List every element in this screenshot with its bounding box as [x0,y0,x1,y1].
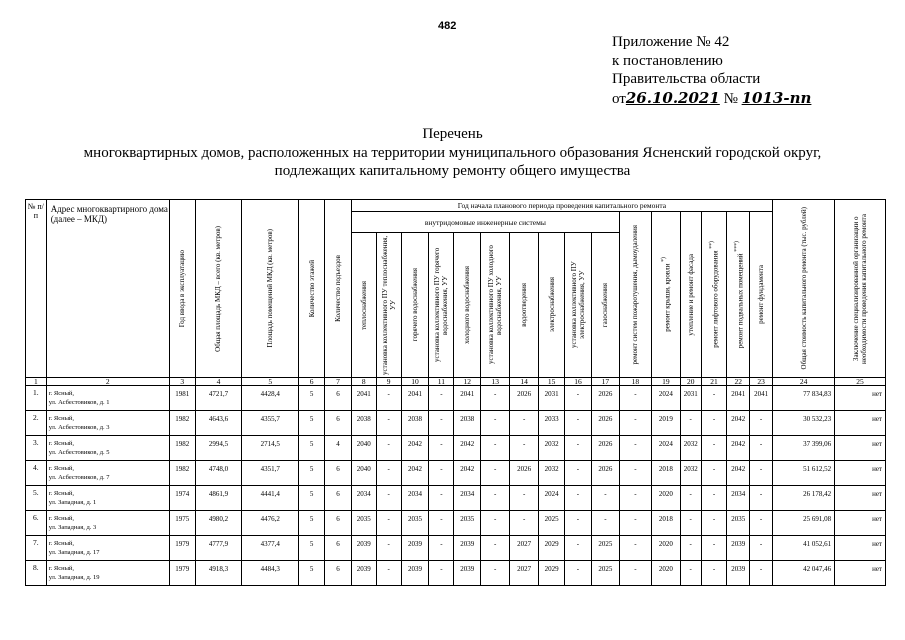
cell-c23: - [750,461,773,486]
cell-c5: 4484,3 [242,561,299,586]
cell-c15: 2025 [539,511,565,536]
column-number: 1 [26,378,47,386]
header-c15: электроснабжения [539,233,565,378]
cell-c17: 2025 [591,561,619,586]
cell-c10: 2034 [401,486,429,511]
row-address [46,461,169,486]
cell-c7: 6 [325,461,352,486]
cell-c9: - [376,536,401,561]
cell-c22: 2035 [727,511,750,536]
cell-c17: 2026 [591,411,619,436]
column-number: 12 [454,378,481,386]
cell-c23: - [750,511,773,536]
header-c13: установка коллективного ПУ холодного водоснабжения, УУ [481,233,510,378]
header-c17: газоснабжения [591,233,619,378]
cell-c8: 2034 [351,486,376,511]
cell-c6: 5 [299,486,325,511]
column-number: 25 [835,378,886,386]
c21-mark: **) [709,241,716,249]
row-number: 4. [26,461,47,486]
cell-c9: - [376,411,401,436]
cell-c17: 2025 [591,536,619,561]
cell-c17: 2026 [591,461,619,486]
cell-c4: 4918,3 [195,561,242,586]
row-address [46,511,169,536]
cell-c7: 6 [325,486,352,511]
address-street: ул. Асбестовиков, д. 3 [48,424,110,431]
header-c24: Общая стоимость капитального ремонта (тыс. рублей) [773,200,835,378]
cell-c12: 2038 [454,411,481,436]
cell-c7: 6 [325,411,352,436]
cell-c23: - [750,561,773,586]
cell-c25: нет [835,436,886,461]
header-c18: ремонт систем пожаротушения, дымоудаления [619,212,651,378]
cell-c9: - [376,461,401,486]
cell-c23: - [750,486,773,511]
header-c23: ремонт фундамента [750,212,773,378]
cell-c25: нет [835,561,886,586]
cell-c9: - [376,436,401,461]
document-title [0,125,905,181]
appendix-line-2: к постановлению [612,52,723,69]
address-city: г. Ясный, [48,565,75,572]
cell-c16: - [565,386,592,411]
table-row [26,461,886,486]
column-number: 11 [429,378,454,386]
cell-c18: - [619,486,651,511]
header-c9: установка коллективного ПУ теплоснабжения, УУ [376,233,401,378]
cell-c22: 2042 [727,461,750,486]
cell-c24: 42 047,46 [773,561,835,586]
cell-c15: 2032 [539,436,565,461]
appendix-date-prefix: от [612,90,626,107]
cell-c15: 2033 [539,411,565,436]
address-street: ул. Асбестовиков, д. 7 [48,474,110,481]
cell-c14: 2026 [510,461,539,486]
cell-c8: 2035 [351,511,376,536]
cell-c15: 2029 [539,561,565,586]
header-premises-area: Площадь помещений МКД (кв. метров) [242,200,299,378]
header-year-commission: Год ввода в эксплуатацию [169,200,195,378]
row-number: 7. [26,536,47,561]
cell-c17: - [591,486,619,511]
column-number: 17 [591,378,619,386]
appendix-block [612,33,811,108]
row-address [46,561,169,586]
header-num: № п/п [26,200,47,378]
cell-c20: - [680,411,701,436]
cell-c19: 2020 [651,536,680,561]
cell-c10: 2039 [401,561,429,586]
cell-c13: - [481,386,510,411]
cell-c10: 2039 [401,536,429,561]
cell-c10: 2042 [401,436,429,461]
cell-c8: 2040 [351,461,376,486]
cell-c6: 5 [299,511,325,536]
cell-c4: 2994,5 [195,436,242,461]
cell-c16: - [565,436,592,461]
cell-c5: 4377,4 [242,536,299,561]
row-address [46,536,169,561]
address-street: ул. Западная, д. 3 [48,524,97,531]
cell-c20: - [680,536,701,561]
address-street: ул. Асбестовиков, д. 1 [48,399,110,406]
cell-c8: 2038 [351,411,376,436]
cell-c14: 2027 [510,536,539,561]
cell-c20: 2031 [680,386,701,411]
table-row [26,411,886,436]
cell-c16: - [565,511,592,536]
cell-c15: 2031 [539,386,565,411]
cell-c11: - [429,436,454,461]
cell-c14: 2027 [510,561,539,586]
cell-c7: 6 [325,386,352,411]
table-row [26,561,886,586]
header-total-area: Общая площадь МКД – всего (кв. метров) [195,200,242,378]
cell-c25: нет [835,511,886,536]
cell-c14: 2026 [510,386,539,411]
cell-c6: 5 [299,536,325,561]
header-engineering: внутридомовые инженерные системы [351,212,619,233]
title-line-2: многоквартирных домов, расположенных на территории муниципального образования Ясненский городской округ, [83,144,822,161]
column-number: 14 [510,378,539,386]
cell-c3: 1982 [169,411,195,436]
address-city: г. Ясный, [48,415,75,422]
cell-c7: 6 [325,561,352,586]
cell-c13: - [481,486,510,511]
header-c25: Заключение специализированной организации о необходимости проведения капитального ремонта [835,200,886,378]
table-row [26,386,886,411]
header-c8: теплоснабжения [351,233,376,378]
table-row [26,486,886,511]
header-c12: холодного водоснабжения [454,233,481,378]
cell-c16: - [565,411,592,436]
cell-c4: 4861,9 [195,486,242,511]
cell-c21: - [701,411,727,436]
table-row [26,536,886,561]
cell-c7: 4 [325,436,352,461]
cell-c3: 1979 [169,536,195,561]
row-address [46,486,169,511]
cell-c5: 4355,7 [242,411,299,436]
column-number: 6 [299,378,325,386]
cell-c13: - [481,561,510,586]
cell-c19: 2024 [651,386,680,411]
cell-c11: - [429,511,454,536]
cell-c24: 30 532,23 [773,411,835,436]
row-number: 2. [26,411,47,436]
c19-label: ремонт крыши, кровли [663,263,672,332]
cell-c17: 2026 [591,386,619,411]
cell-c15: 2029 [539,536,565,561]
address-city: г. Ясный, [48,540,75,547]
header-c19 [651,212,680,378]
row-number: 8. [26,561,47,586]
cell-c21: - [701,486,727,511]
cell-c8: 2041 [351,386,376,411]
column-number: 8 [351,378,376,386]
column-number: 20 [680,378,701,386]
cell-c23: 2041 [750,386,773,411]
cell-c6: 5 [299,386,325,411]
cell-c19: 2020 [651,486,680,511]
address-street: ул. Западная, д. 1 [48,499,97,506]
header-address: Адрес многоквартирного дома (далее – МКД) [46,200,169,378]
cell-c21: - [701,386,727,411]
cell-c22: 2042 [727,411,750,436]
cell-c20: - [680,511,701,536]
cell-c3: 1982 [169,461,195,486]
cell-c11: - [429,411,454,436]
cell-c18: - [619,536,651,561]
cell-c7: 6 [325,511,352,536]
cell-c19: 2018 [651,461,680,486]
cell-c12: 2042 [454,461,481,486]
cell-c6: 5 [299,436,325,461]
cell-c22: 2041 [727,386,750,411]
cell-c11: - [429,561,454,586]
cell-c16: - [565,536,592,561]
cell-c3: 1979 [169,561,195,586]
header-c16: установка коллективного ПУ электроснабжения, УУ [565,233,592,378]
column-number: 5 [242,378,299,386]
cell-c25: нет [835,411,886,436]
cell-c4: 4777,9 [195,536,242,561]
column-number: 2 [46,378,169,386]
column-number: 18 [619,378,651,386]
cell-c23: - [750,436,773,461]
appendix-line-3: Правительства области [612,71,761,87]
cell-c4: 4980,2 [195,511,242,536]
cell-c11: - [429,536,454,561]
cell-c18: - [619,511,651,536]
c22-label: ремонт подвальных помещений [735,253,744,349]
appendix-line-1: Приложение № 42 [612,34,730,50]
cell-c22: 2034 [727,486,750,511]
c22-mark: ***) [733,240,740,252]
cell-c14: - [510,486,539,511]
cell-c5: 4441,4 [242,486,299,511]
cell-c19: 2018 [651,511,680,536]
cell-c17: - [591,511,619,536]
cell-c11: - [429,486,454,511]
cell-c13: - [481,411,510,436]
cell-c8: 2040 [351,436,376,461]
cell-c20: 2032 [680,461,701,486]
cell-c10: 2042 [401,461,429,486]
cell-c24: 77 834,83 [773,386,835,411]
cell-c9: - [376,486,401,511]
header-c20: утепление и ремонт фасада [680,212,701,378]
cell-c6: 5 [299,461,325,486]
cell-c5: 4351,7 [242,461,299,486]
header-c10: горячего водоснабжения [401,233,429,378]
header-c21 [701,212,727,378]
cell-c16: - [565,561,592,586]
cell-c14: - [510,411,539,436]
cell-c16: - [565,486,592,511]
cell-c12: 2042 [454,436,481,461]
cell-c25: нет [835,386,886,411]
table-row [26,436,886,461]
c21-label: ремонт лифтового оборудования [711,250,720,348]
table-row [26,511,886,536]
cell-c21: - [701,561,727,586]
address-city: г. Ясный, [48,490,75,497]
cell-c10: 2038 [401,411,429,436]
title-line-1: Перечень [422,126,483,142]
cell-c3: 1981 [169,386,195,411]
cell-c11: - [429,386,454,411]
cell-c3: 1974 [169,486,195,511]
header-c11: установка коллективного ПУ горячего водоснабжения, УУ [429,233,454,378]
address-street: ул. Асбестовиков, д. 5 [48,449,110,456]
title-line-3: подлежащих капитальному ремонту общего имущества [274,163,631,179]
cell-c21: - [701,461,727,486]
address-city: г. Ясный, [48,515,75,522]
appendix-number-sign: № [723,90,738,107]
header-c22 [727,212,750,378]
row-number: 3. [26,436,47,461]
appendix-number: 1013-пп [741,88,812,107]
cell-c4: 4643,6 [195,411,242,436]
header-floors: Количество этажей [299,200,325,378]
cell-c14: - [510,436,539,461]
cell-c4: 4721,7 [195,386,242,411]
column-number: 10 [401,378,429,386]
row-address [46,411,169,436]
cell-c12: 2034 [454,486,481,511]
header-c14: водоотведения [510,233,539,378]
cell-c8: 2039 [351,536,376,561]
cell-c11: - [429,461,454,486]
cell-c8: 2039 [351,561,376,586]
header-plan-period: Год начала планового периода проведения капитального ремонта [351,200,772,212]
cell-c3: 1982 [169,436,195,461]
cell-c19: 2020 [651,561,680,586]
cell-c25: нет [835,536,886,561]
cell-c18: - [619,411,651,436]
cell-c25: нет [835,486,886,511]
cell-c20: - [680,561,701,586]
column-number: 15 [539,378,565,386]
repair-table [25,199,886,586]
header-entrances: Количество подъездов [325,200,352,378]
cell-c12: 2039 [454,536,481,561]
cell-c6: 5 [299,411,325,436]
cell-c9: - [376,511,401,536]
cell-c22: 2042 [727,436,750,461]
c19-mark: *) [661,257,668,262]
cell-c23: - [750,411,773,436]
cell-c12: 2035 [454,511,481,536]
cell-c5: 2714,5 [242,436,299,461]
cell-c21: - [701,436,727,461]
cell-c22: 2039 [727,536,750,561]
column-number: 19 [651,378,680,386]
cell-c10: 2041 [401,386,429,411]
cell-c3: 1975 [169,511,195,536]
cell-c15: 2032 [539,461,565,486]
address-city: г. Ясный, [48,440,75,447]
cell-c20: - [680,486,701,511]
cell-c18: - [619,436,651,461]
cell-c21: - [701,511,727,536]
column-number: 16 [565,378,592,386]
cell-c23: - [750,536,773,561]
cell-c19: 2019 [651,411,680,436]
column-number: 21 [701,378,727,386]
appendix-line-4 [612,89,811,109]
cell-c18: - [619,386,651,411]
cell-c24: 25 691,08 [773,511,835,536]
address-city: г. Ясный, [48,465,75,472]
cell-c15: 2024 [539,486,565,511]
column-number: 7 [325,378,352,386]
cell-c5: 4476,2 [242,511,299,536]
cell-c9: - [376,386,401,411]
column-number: 9 [376,378,401,386]
cell-c19: 2024 [651,436,680,461]
cell-c25: нет [835,461,886,486]
column-number: 3 [169,378,195,386]
address-city: г. Ясный, [48,390,75,397]
cell-c24: 41 052,61 [773,536,835,561]
table-body [26,386,886,586]
page-number: 482 [438,20,457,32]
row-address [46,436,169,461]
cell-c24: 51 612,52 [773,461,835,486]
cell-c12: 2041 [454,386,481,411]
column-number: 4 [195,378,242,386]
appendix-date: 26.10.2021 [625,88,720,107]
cell-c21: - [701,536,727,561]
cell-c5: 4428,4 [242,386,299,411]
cell-c10: 2035 [401,511,429,536]
cell-c18: - [619,461,651,486]
column-number: 22 [727,378,750,386]
cell-c9: - [376,561,401,586]
row-address [46,386,169,411]
row-number: 5. [26,486,47,511]
column-number: 23 [750,378,773,386]
column-number: 13 [481,378,510,386]
cell-c6: 5 [299,561,325,586]
column-number: 24 [773,378,835,386]
cell-c16: - [565,461,592,486]
column-numbers-row [26,378,886,386]
address-street: ул. Западная, д. 19 [48,574,100,581]
cell-c13: - [481,511,510,536]
cell-c13: - [481,436,510,461]
row-number: 6. [26,511,47,536]
row-number: 1. [26,386,47,411]
address-street: ул. Западная, д. 17 [48,549,100,556]
cell-c24: 37 399,06 [773,436,835,461]
cell-c17: 2026 [591,436,619,461]
cell-c13: - [481,536,510,561]
cell-c4: 4748,0 [195,461,242,486]
cell-c18: - [619,561,651,586]
cell-c12: 2039 [454,561,481,586]
cell-c7: 6 [325,536,352,561]
cell-c24: 26 178,42 [773,486,835,511]
cell-c22: 2039 [727,561,750,586]
cell-c20: 2032 [680,436,701,461]
cell-c13: - [481,461,510,486]
cell-c14: - [510,511,539,536]
